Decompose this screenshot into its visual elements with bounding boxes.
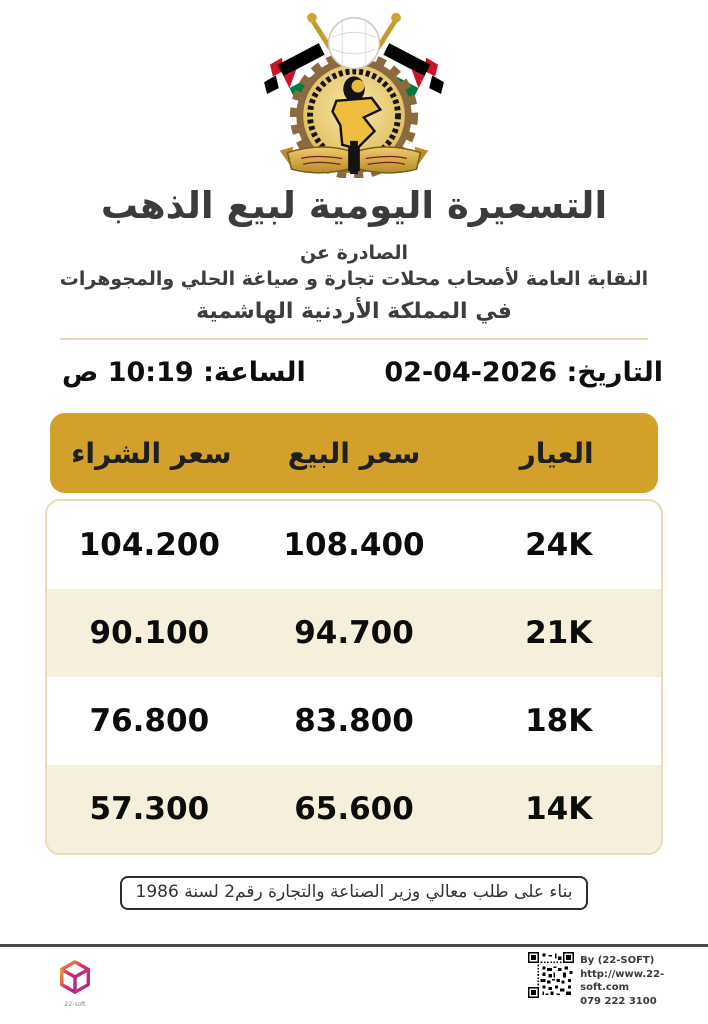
table-row	[47, 765, 661, 853]
credit-url: http://www.22-soft.com	[580, 968, 665, 993]
brand-caption: 22-soft	[64, 1001, 86, 1008]
table-row	[47, 677, 661, 765]
date-value: 02-04-2026	[384, 357, 558, 388]
gold-separator	[60, 338, 648, 340]
buy-price: 104.200	[78, 527, 220, 563]
qr-code-icon	[528, 951, 574, 999]
credit-phone: 079 222 3100	[580, 995, 657, 1007]
table-row	[47, 589, 661, 677]
buy-price: 90.100	[89, 615, 210, 651]
table-row	[47, 501, 661, 589]
footer-credit	[528, 951, 708, 1008]
time-value: 10:19 ص	[62, 357, 194, 388]
issuer-name: النقابة العامة لأصحاب محلات تجارة و صياغة الحلي والمجوهرات	[59, 268, 649, 290]
column-header-buy: سعر الشراء	[71, 436, 232, 470]
sell-price: 65.600	[294, 791, 414, 827]
karat-value: 21K	[525, 615, 593, 651]
time-field	[62, 357, 306, 388]
country-line: في المملكة الأردنية الهاشمية	[196, 299, 512, 324]
price-table-header	[50, 413, 658, 493]
pearl-icon	[329, 18, 380, 69]
buy-price: 76.800	[89, 703, 210, 739]
footer-divider	[0, 944, 708, 947]
sell-price: 94.700	[294, 615, 414, 651]
issued-by-label: الصادرة عن	[299, 242, 409, 264]
date-label: التاريخ:	[566, 357, 663, 388]
sell-price: 83.800	[294, 703, 414, 739]
karat-value: 14K	[525, 791, 593, 827]
credit-by: By (22-SOFT)	[580, 955, 655, 966]
legal-note: بناء على طلب معالي وزير الصناعة والتجارة رقم2 لسنة 1986	[120, 876, 589, 910]
column-header-karat: العيار	[519, 436, 594, 470]
22soft-cube-logo-icon	[56, 958, 94, 996]
karat-value: 18K	[525, 703, 593, 739]
date-field	[384, 357, 663, 388]
page-title: التسعيرة اليومية لبيع الذهب	[100, 184, 608, 227]
buy-price: 57.300	[89, 791, 210, 827]
ribbon-icon	[280, 147, 429, 173]
time-label: الساعة:	[203, 357, 306, 388]
karat-value: 24K	[525, 527, 593, 563]
syndicate-emblem-icon	[255, 6, 453, 178]
datetime-row	[0, 357, 708, 388]
price-table-body	[45, 499, 663, 855]
emblem-container	[0, 0, 708, 180]
column-header-sell: سعر البيع	[287, 436, 421, 470]
footer-brand	[52, 958, 98, 1008]
sell-price: 108.400	[283, 527, 425, 563]
